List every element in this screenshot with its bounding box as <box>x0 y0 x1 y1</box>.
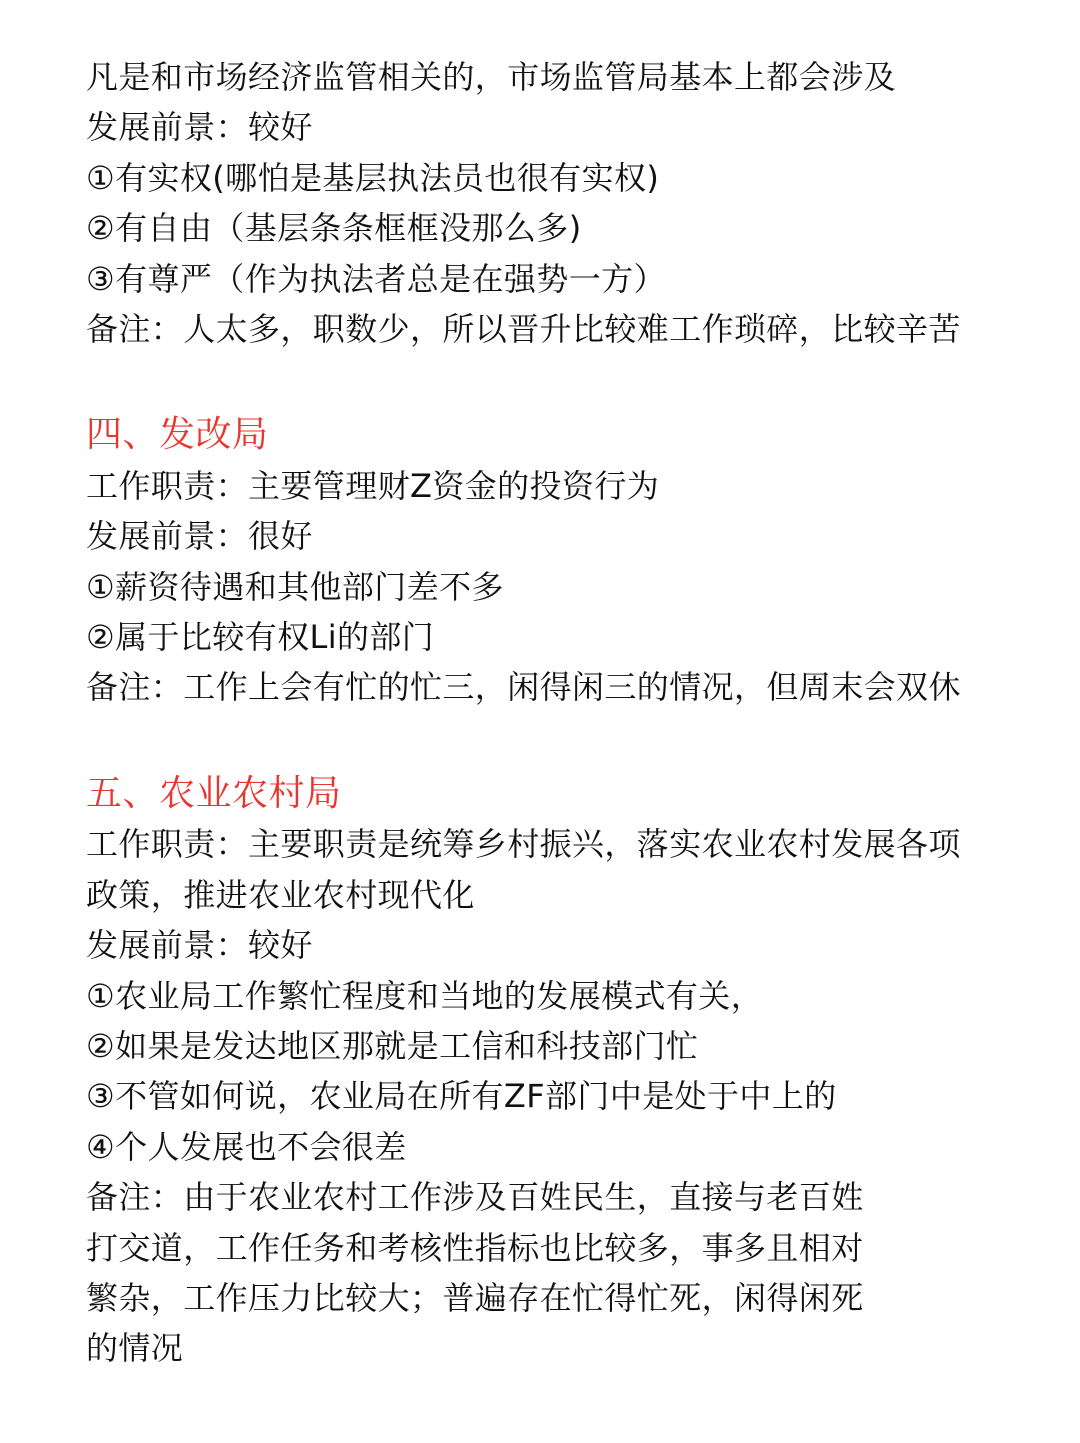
text-line: ①薪资待遇和其他部门差不多 <box>86 567 504 606</box>
section-agriculture-rural <box>86 769 1016 1374</box>
text-line: ①农业局工作繁忙程度和当地的发展模式有关， <box>86 976 764 1015</box>
text-line: ③有尊严（作为执法者总是在强势一方） <box>86 259 666 298</box>
text-line: 繁杂，工作压力比较大；普遍存在忙得忙死，闲得闲死 <box>86 1278 864 1317</box>
text-line: 备注：工作上会有忙的忙三，闲得闲三的情况，但周末会双休 <box>86 668 961 707</box>
text-line: 备注：人太多，职数少，所以晋升比较难工作琐碎，比较辛苦 <box>86 310 961 349</box>
text-line: ①有实权(哪怕是基层执法员也很有实权) <box>86 158 660 197</box>
text-line: ③不管如何说，农业局在所有ZF部门中是处于中上的 <box>86 1077 837 1116</box>
section-spacer <box>86 713 1016 769</box>
text-line: 打交道，工作任务和考核性指标也比较多，事多且相对 <box>86 1228 864 1267</box>
section-heading: 五、农业农村局 <box>86 772 342 814</box>
intro-block <box>86 52 1016 354</box>
text-line: 工作职责：主要职责是统筹乡村振兴，落实农业农村发展各项 <box>86 825 961 864</box>
text-line: 备注：由于农业农村工作涉及百姓民生，直接与老百姓 <box>86 1178 864 1217</box>
text-line: 发展前景：很好 <box>86 517 313 556</box>
text-line: 工作职责：主要管理财Z资金的投资行为 <box>86 466 660 505</box>
text-line: ②如果是发达地区那就是工信和科技部门忙 <box>86 1026 699 1065</box>
text-line: ②有自由（基层条条框框没那么多) <box>86 209 582 248</box>
text-line: 发展前景：较好 <box>86 926 313 965</box>
article-body <box>86 52 1016 1374</box>
text-line: ②属于比较有权Li的部门 <box>86 618 435 657</box>
text-line: 凡是和市场经济监管相关的，市场监管局基本上都会涉及 <box>86 58 897 96</box>
section-spacer <box>86 354 1016 410</box>
text-line: 的情况 <box>86 1329 184 1368</box>
text-line: 政策，推进农业农村现代化 <box>86 875 475 914</box>
section-development-reform <box>86 410 1016 712</box>
section-heading: 四、发改局 <box>86 414 269 456</box>
text-line: 发展前景：较好 <box>86 108 313 147</box>
text-line: ④个人发展也不会很差 <box>86 1127 407 1166</box>
